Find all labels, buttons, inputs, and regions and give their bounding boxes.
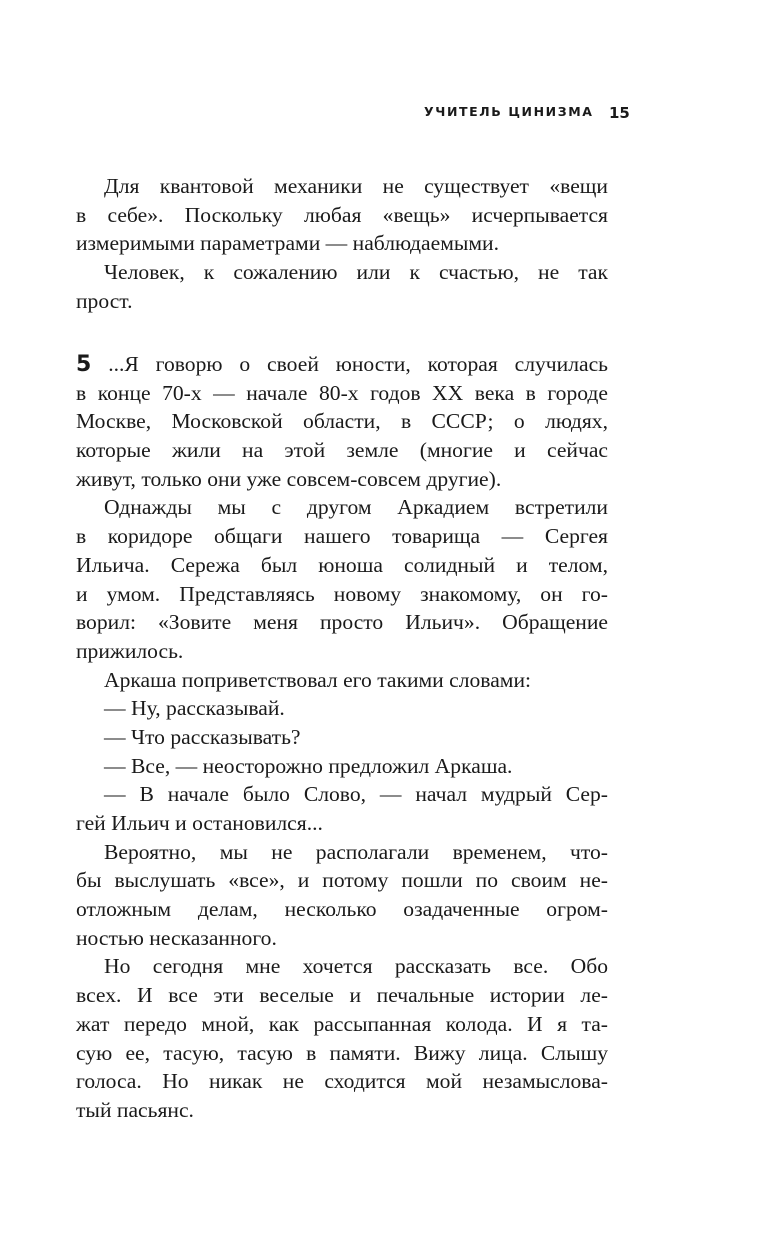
- intro-paragraphs: [76, 172, 608, 315]
- dialogue-line: — Все, — неосторожно предложил Аркаша.: [104, 753, 513, 778]
- text-line: Человек, к сожалению или к счастью, не так: [104, 260, 608, 285]
- text-line: голоса. Но никак не сходится мой незамыслова-: [76, 1069, 608, 1094]
- text-line: ...Я говорю о своей юности, которая случилась: [108, 352, 609, 376]
- text-line: Вероятно, мы не располагали временем, что-: [104, 839, 608, 864]
- text-line: измеримыми параметрами — наблюдаемыми.: [76, 231, 499, 256]
- text-line: сую ее, тасую, тасую в памяти. Вижу лица. Слышу: [76, 1040, 608, 1065]
- text-line: Но сегодня мне хочется рассказать все. Обо: [104, 954, 608, 979]
- text-line: ностью несказанного.: [76, 925, 277, 950]
- text-line: и умом. Представляясь новому знакомому, он го-: [76, 581, 608, 606]
- text-line: которые жили на этой земле (многие и сейчас: [76, 438, 608, 463]
- text-line: прост.: [76, 288, 133, 313]
- text-line: бы выслушать «все», и потому пошли по своим не-: [76, 868, 608, 893]
- text-line: отложным делам, несколько озадаченные огром-: [76, 897, 608, 922]
- text-line: Для квантовой механики не существует «вещи: [104, 174, 608, 198]
- text-line: прижилось.: [76, 638, 184, 663]
- text-line: всех. И все эти веселые и печальные истории ле-: [76, 983, 608, 1008]
- text-line: в конце 70-х — начале 80-х годов XX века в городе: [76, 380, 608, 405]
- text-line: в коридоре общаги нашего товарища — Сергея: [76, 524, 608, 549]
- running-head: УЧИТЕЛЬ ЦИНИЗМА: [424, 104, 594, 119]
- dialogue-line: — Что рассказывать?: [104, 724, 301, 749]
- section-5: [76, 350, 608, 1125]
- text-line: жат передо мной, как рассыпанная колода. И я та-: [76, 1011, 608, 1036]
- text-line: тый пасьянс.: [76, 1097, 194, 1122]
- text-line: Аркаша поприветствовал его такими словами:: [104, 667, 532, 692]
- text-line: Москве, Московской области, в СССР; о людях,: [76, 409, 608, 434]
- dialogue-line: — Ну, рассказывай.: [104, 696, 285, 721]
- page-number: 15: [609, 104, 630, 122]
- text-line: Однажды мы с другом Аркадием встретили: [104, 495, 608, 520]
- text-line: живут, только они уже совсем-совсем другие).: [76, 466, 502, 491]
- text-line: в себе». Поскольку любая «вещь» исчерпывается: [76, 202, 608, 227]
- text-line: ворил: «Зовите меня просто Ильич». Обращение: [76, 610, 608, 635]
- text-line: гей Ильич и остановился...: [76, 811, 323, 835]
- section-number: 5: [76, 352, 92, 377]
- dialogue-line: — В начале было Слово, — начал мудрый Сер-: [104, 782, 608, 807]
- section-first-line: [76, 350, 608, 379]
- text-line: Ильича. Сережа был юноша солидный и телом,: [76, 552, 608, 577]
